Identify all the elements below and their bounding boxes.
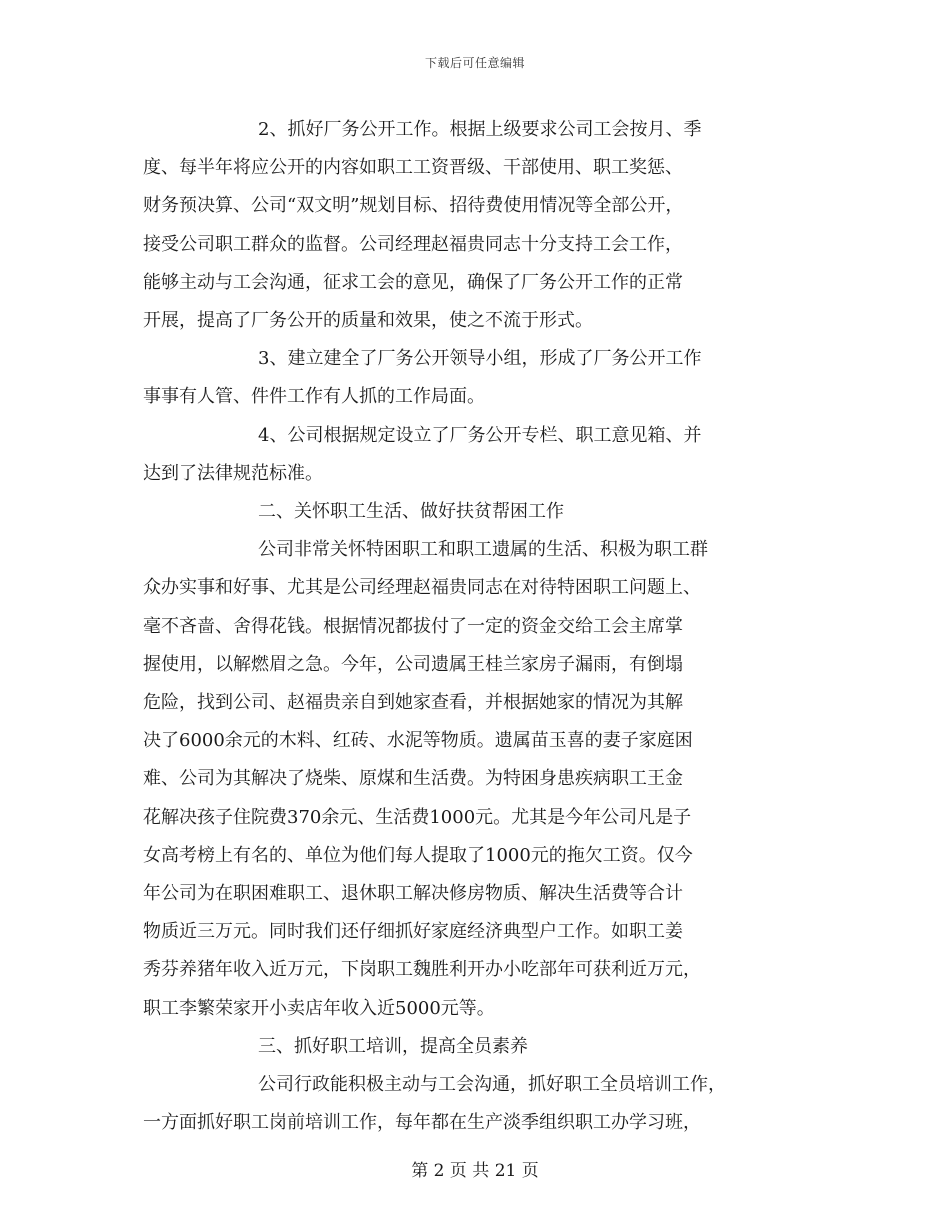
page-footer: 第 2 页 共 21 页 [411, 1161, 539, 1181]
paragraph-line: 年公司为在职困难职工、退休职工解决修房物质、解决生活费等合计 [143, 883, 683, 904]
paragraph-line: 事事有人管、件件工作有人抓的工作局面。 [143, 386, 485, 408]
paragraph-line: 女高考榜上有名的、单位为他们每人提取了1000元的拖欠工资。仅今 [143, 844, 693, 866]
paragraph-first-line: 2、抓好厂务公开工作。根据上级要求公司工会按月、季 [258, 119, 702, 140]
paragraph-line: 花解决孩子住院费370余元、生活费1000元。尤其是今年公司凡是子 [143, 806, 692, 828]
paragraph-line: 开展，提高了厂务公开的质量和效果，使之不流于形式。 [143, 310, 593, 331]
paragraph-first-line: 三、抓好职工培训，提高全员素养 [258, 1035, 528, 1057]
paragraph-first-line: 3、建立建全了厂务公开领导小组，形成了厂务公开工作 [258, 348, 702, 370]
paragraph-first-line: 二、关怀职工生活、做好扶贫帮困工作 [258, 501, 564, 522]
paragraph-line: 达到了法律规范标准。 [143, 462, 323, 484]
paragraph-line: 危险，找到公司、赵福贵亲自到她家查看，并根据她家的情况为其解 [143, 692, 683, 713]
paragraph-line: 难、公司为其解决了烧柴、原煤和生活费。为特困身患疾病职工王金 [143, 768, 683, 790]
paragraph-first-line: 公司行政能积极主动与工会沟通，抓好职工全员培训工作， [258, 1074, 726, 1095]
page-header: 下载后可任意编辑 [424, 56, 525, 70]
paragraph-first-line: 公司非常关怀特困职工和职工遗属的生活、积极为职工群 [258, 539, 708, 561]
paragraph-line: 决了6000余元的木料、红砖、水泥等物质。遗属苗玉喜的妻子家庭困 [143, 730, 693, 752]
paragraph-line: 财务预决算、公司“双文明”规划目标、招待费使用情况等全部公开， [143, 195, 684, 217]
paragraph-line: 众办实事和好事、尤其是公司经理赵福贵同志在对待特困职工问题上、 [143, 577, 701, 599]
paragraph-line: 秀芬养猪年收入近万元，下岗职工魏胜利开办小吃部年可获利近万元， [143, 959, 701, 981]
paragraph-line: 物质近三万元。同时我们还仔细抓好家庭经济典型户工作。如职工姜 [143, 921, 683, 943]
paragraph-line: 毫不吝啬、舍得花钱。根据情况都拔付了一定的资金交给工会主席掌 [143, 615, 683, 637]
paragraph-line: 接受公司职工群众的监督。公司经理赵福贵同志十分支持工会工作， [143, 233, 683, 255]
paragraph-line: 一方面抓好职工岗前培训工作，每年都在生产淡季组织职工办学习班， [143, 1112, 701, 1134]
paragraph-line: 握使用，以解燃眉之急。今年，公司遗属王桂兰家房子漏雨，有倒塌 [143, 653, 683, 675]
paragraph-line: 度、每半年将应公开的内容如职工工资晋级、干部使用、职工奖惩、 [143, 157, 683, 179]
paragraph-line: 能够主动与工会沟通，征求工会的意见，确保了厂务公开工作的正常 [143, 271, 683, 293]
paragraph-line: 职工李繁荣家开小卖店年收入近5000元等。 [143, 997, 495, 1019]
paragraph-first-line: 4、公司根据规定设立了厂务公开专栏、职工意见箱、并 [258, 424, 702, 446]
